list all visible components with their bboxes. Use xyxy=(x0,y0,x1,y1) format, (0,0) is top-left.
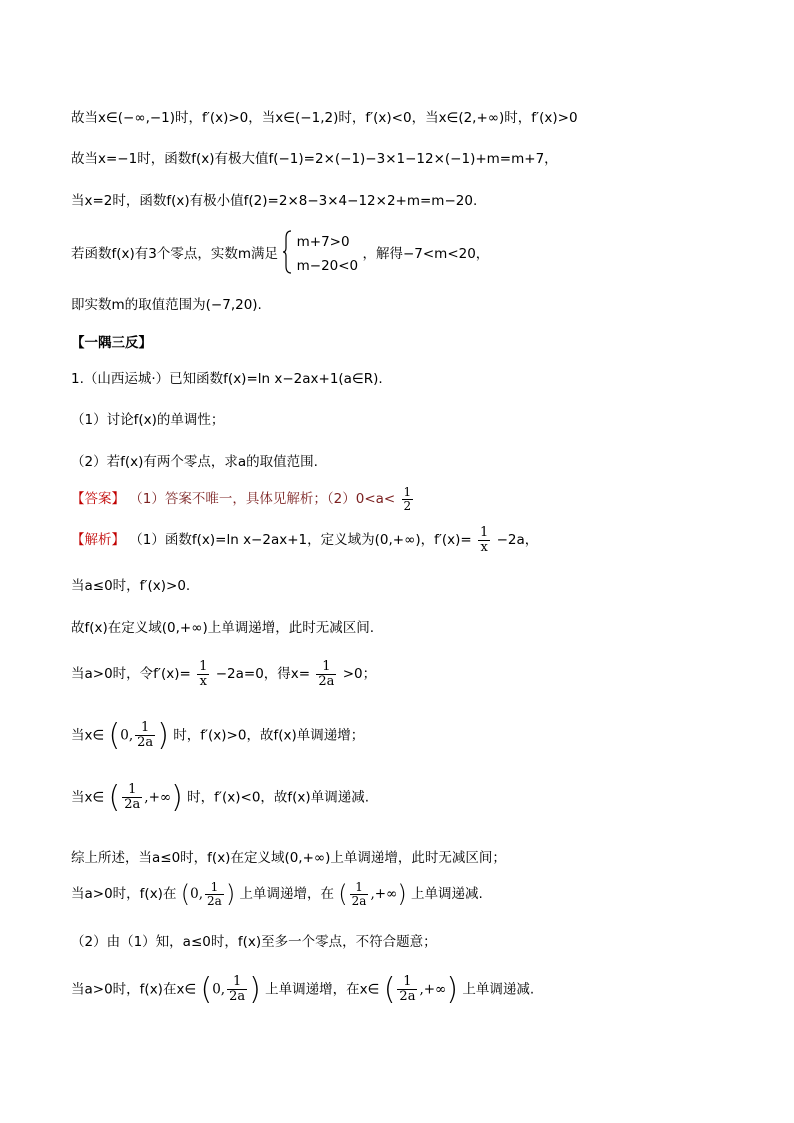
fraction-1-over-2a xyxy=(316,660,336,688)
text-line-15: （2）由（1）知，a≤0时，f(x)至多一个零点，不符合题意； xyxy=(71,934,437,950)
fraction-numerator: 1 xyxy=(227,975,247,990)
fraction-denominator: 2a xyxy=(351,893,367,908)
text-line-16-c: 上单调递减. xyxy=(462,981,535,998)
text-line-16-a: 当a>0时，f(x)在x∈ xyxy=(71,981,197,998)
text-line-11-b: 时，f′(x)>0，故f(x)单调递增； xyxy=(173,727,365,744)
fraction-denominator: 2a xyxy=(207,893,222,908)
fraction-numerator: 1 xyxy=(403,485,412,499)
text-line-8: 当a≤0时，f′(x)>0. xyxy=(71,578,191,594)
system-brace xyxy=(282,230,292,278)
interval-end: ,+∞ xyxy=(144,789,172,806)
system-row-1: m+7>0 xyxy=(296,234,350,250)
left-paren: ( xyxy=(200,972,213,1007)
text-line-10-c: >0； xyxy=(342,666,377,683)
fraction-1-over-2a xyxy=(135,721,155,749)
text-line-13: 综上所述，当a≤0时，f(x)在定义域(0,+∞)上单调递增，此时无减区间； xyxy=(71,850,506,866)
fraction-denominator: x xyxy=(480,539,488,555)
answer-fraction xyxy=(402,486,414,512)
fraction-1-over-2a xyxy=(350,881,369,907)
fraction-1-over-2a xyxy=(397,975,417,1003)
right-paren: ) xyxy=(446,972,459,1007)
interval-start: 0, xyxy=(120,727,134,744)
fraction-denominator: 2a xyxy=(399,989,416,1004)
solution-line xyxy=(71,526,538,554)
text-line-10 xyxy=(71,660,376,688)
left-paren: ( xyxy=(108,718,121,753)
text-line-14-b: 上单调递增，在 xyxy=(239,886,334,902)
text-line-11-a: 当x∈ xyxy=(71,727,105,744)
text-line-12-b: 时，f′(x)<0，故f(x)单调递减. xyxy=(187,789,369,806)
fraction-1-over-2a xyxy=(205,881,224,907)
right-paren: ) xyxy=(249,972,261,1007)
interval-end: ,+∞ xyxy=(370,886,398,902)
question-1-part-2: （2）若f(x)有两个零点，求a的取值范围. xyxy=(71,454,318,470)
interval-start: 0, xyxy=(190,886,204,902)
solution-tag: 【解析】 xyxy=(71,532,125,549)
text-line-11 xyxy=(71,718,364,753)
answer-tag: 【答案】 xyxy=(71,491,125,508)
answer-line xyxy=(71,486,415,512)
section-heading: 【一隅三反】 xyxy=(71,335,152,351)
fraction-numerator: 1 xyxy=(205,881,224,895)
fraction-numerator: 1 xyxy=(122,783,142,798)
fraction-denominator: 2a xyxy=(137,735,154,750)
fraction-denominator: x xyxy=(199,673,207,689)
text-line-4-end: ，解得−7<m<20， xyxy=(362,246,490,262)
text-line-1: 故当x∈(−∞,−1)时，f′(x)>0，当x∈(−1,2)时，f′(x)<0，当x∈(2,+∞)时，f′(x)>0 xyxy=(71,110,578,126)
fraction-denominator: 2 xyxy=(403,498,412,513)
text-line-16-b: 上单调递增，在x∈ xyxy=(265,981,380,998)
text-line-4 xyxy=(71,230,489,278)
text-line-12 xyxy=(71,780,369,815)
fraction-1-over-2a xyxy=(122,783,142,811)
right-paren: ) xyxy=(225,880,236,908)
left-paren: ( xyxy=(108,780,121,815)
text-line-5: 即实数m的取值范围为(−7,20). xyxy=(71,297,262,313)
fraction-1-over-x xyxy=(197,660,209,688)
right-paren: ) xyxy=(397,880,407,908)
right-paren: ) xyxy=(157,718,169,753)
text-line-14 xyxy=(71,880,483,908)
solution-text-b: −2a， xyxy=(496,532,539,549)
text-line-10-a: 当a>0时，令f′(x)= xyxy=(71,666,191,683)
solution-text-a: （1）函数f(x)=ln x−2ax+1，定义域为(0,+∞)，f′(x)= xyxy=(129,532,472,549)
interval-start: 0, xyxy=(212,981,226,998)
fraction-numerator: 1 xyxy=(397,975,417,990)
text-line-2: 故当x=−1时，函数f(x)有极大值f(−1)=2×(−1)−3×1−12×(−1)+m=m+7， xyxy=(71,151,558,167)
fraction-numerator: 1 xyxy=(135,721,155,736)
answer-text: （1）答案不唯一，具体见解析；（2）0<a< xyxy=(129,491,396,508)
text-line-16 xyxy=(71,972,534,1007)
fraction-numerator: 1 xyxy=(316,660,336,675)
solution-fraction xyxy=(478,526,490,554)
system-row-2: m−20<0 xyxy=(296,258,359,274)
fraction-denominator: 2a xyxy=(229,989,246,1004)
fraction-denominator: 2a xyxy=(318,673,335,689)
fraction-1-over-2a xyxy=(227,975,247,1003)
left-paren: ( xyxy=(338,880,348,908)
interval-end: ,+∞ xyxy=(419,981,447,998)
fraction-numerator: 1 xyxy=(199,659,208,674)
question-1-part-1: （1）讨论f(x)的单调性； xyxy=(71,412,225,428)
question-1: 1.（山西运城·）已知函数f(x)=ln x−2ax+1(a∈R). xyxy=(71,371,383,387)
text-line-14-a: 当a>0时，f(x)在 xyxy=(71,886,177,902)
fraction-numerator: 1 xyxy=(350,881,369,895)
left-paren: ( xyxy=(383,972,396,1007)
text-line-3: 当x=2时，函数f(x)有极小值f(2)=2×8−3×4−12×2+m=m−20. xyxy=(71,193,478,209)
text-line-9: 故f(x)在定义域(0,+∞)上单调递增，此时无减区间. xyxy=(71,620,375,636)
right-paren: ) xyxy=(171,780,183,815)
text-line-14-c: 上单调递减. xyxy=(410,886,483,902)
text-line-12-a: 当x∈ xyxy=(71,789,105,806)
fraction-numerator: 1 xyxy=(480,525,489,540)
inequality-system xyxy=(297,230,359,278)
text-line-10-b: −2a=0，得x= xyxy=(215,666,311,683)
fraction-denominator: 2a xyxy=(124,797,141,812)
left-paren: ( xyxy=(180,880,191,908)
text-line-4-start: 若函数f(x)有3个零点，实数m满足 xyxy=(71,246,279,262)
